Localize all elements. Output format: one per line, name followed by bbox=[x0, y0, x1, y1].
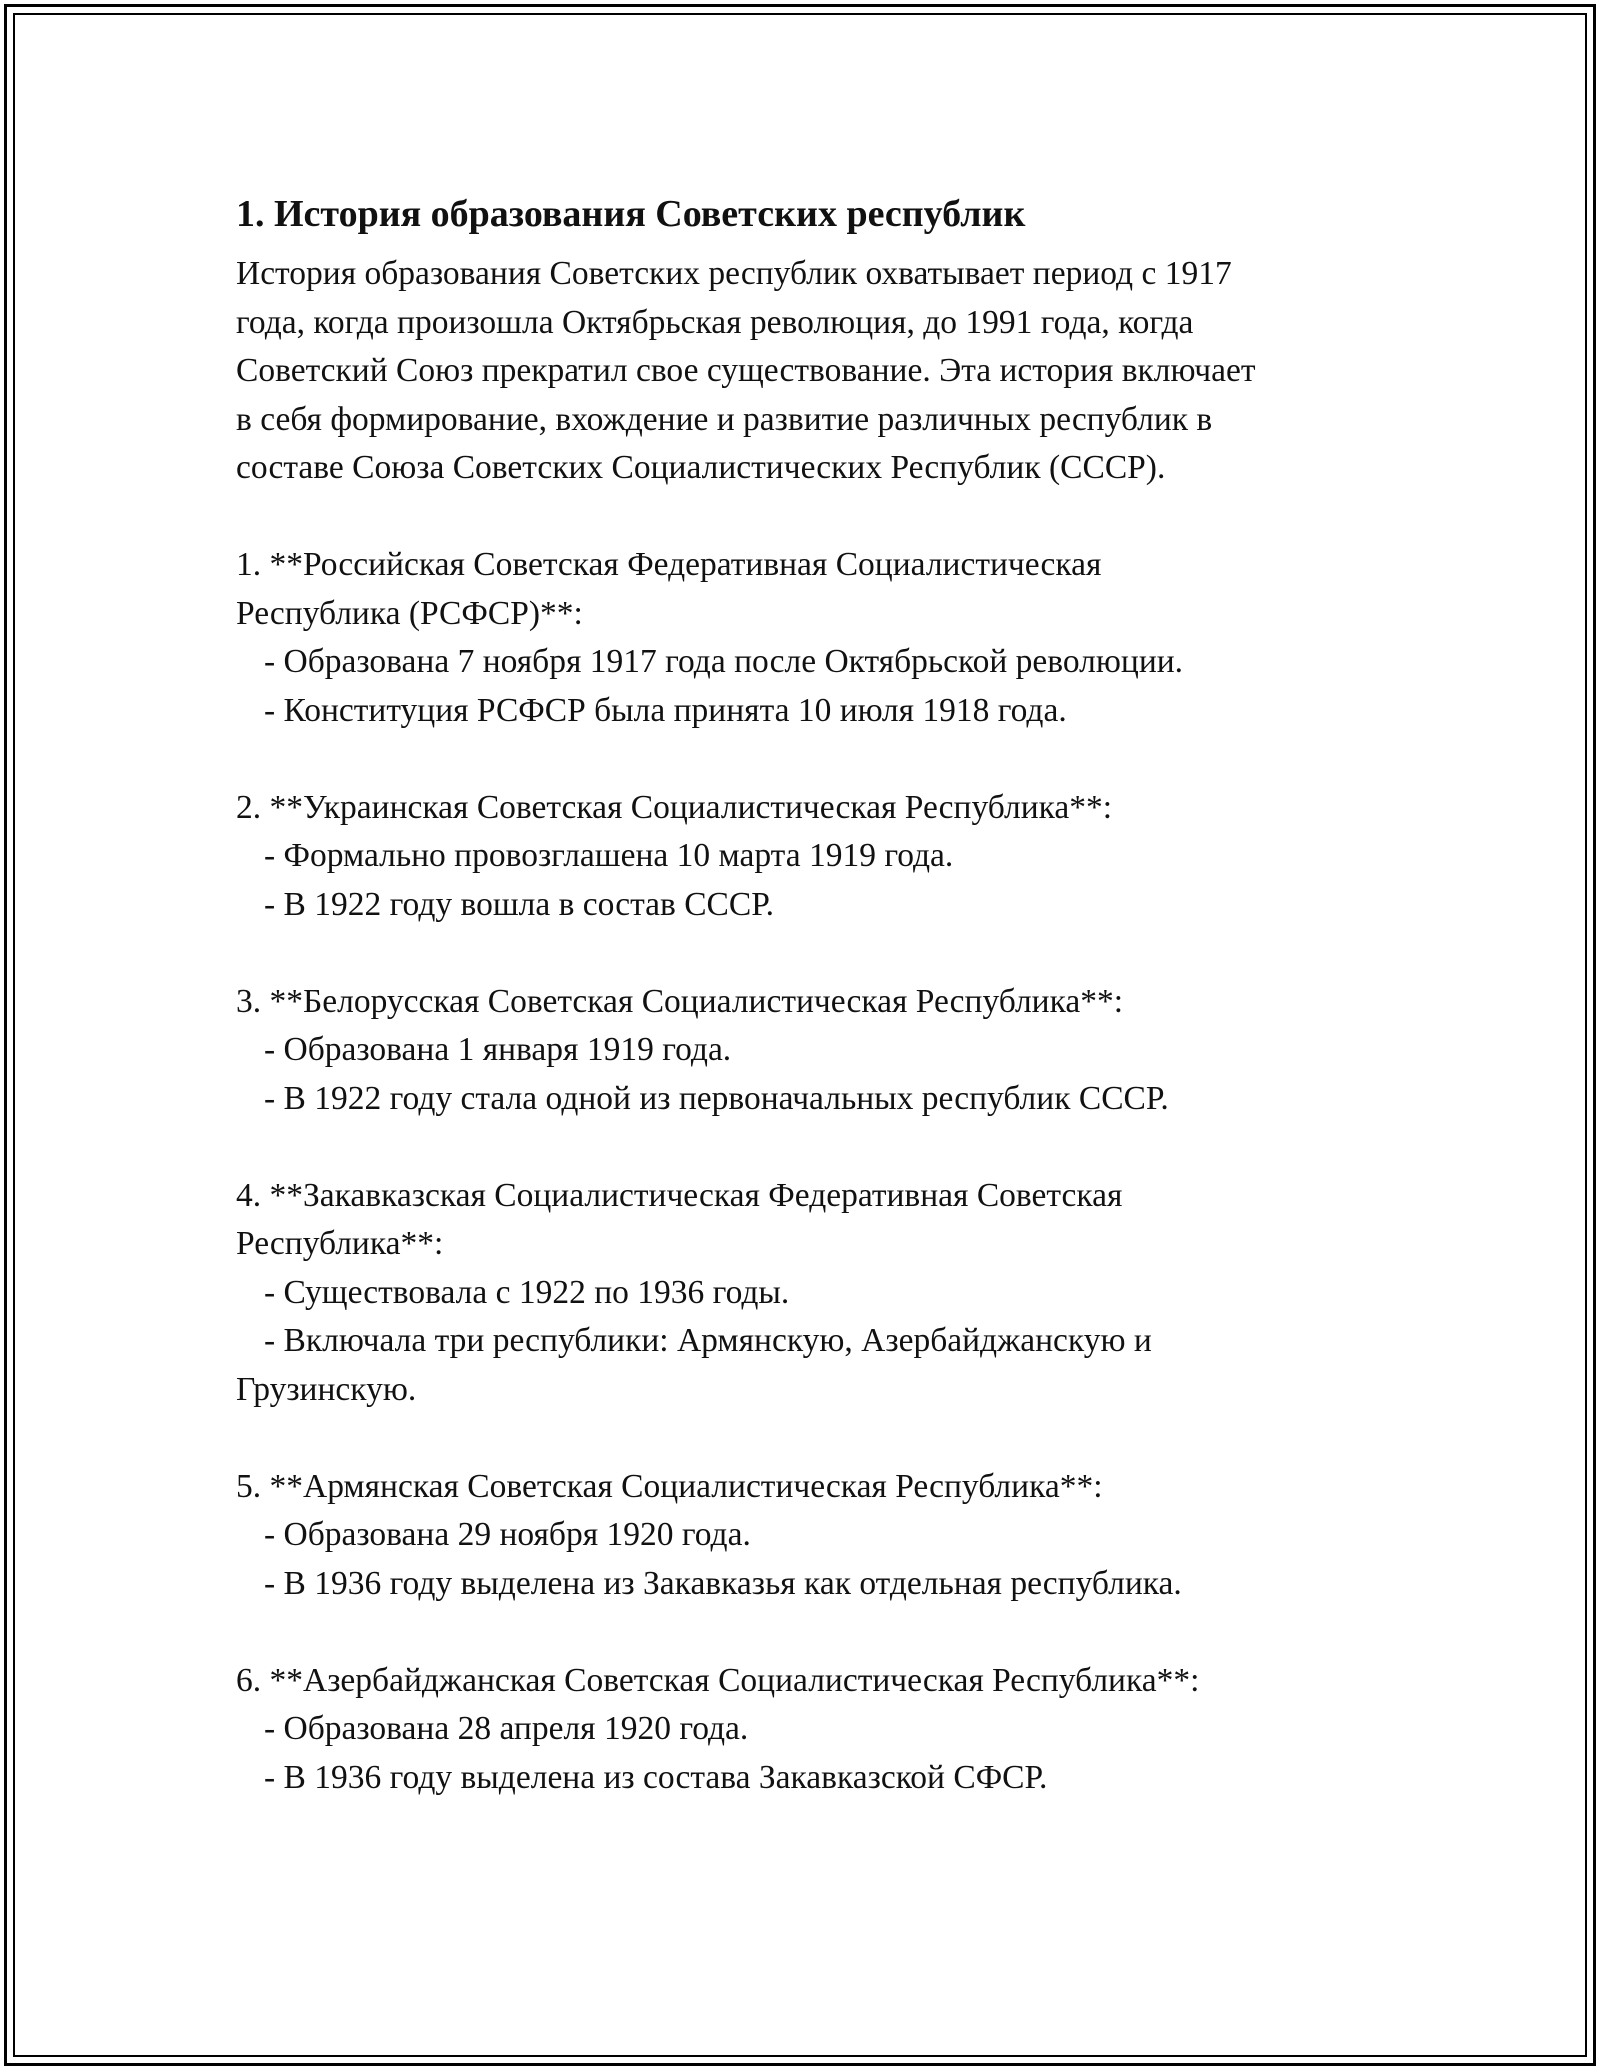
list-item-point: - Образована 1 января 1919 года. bbox=[264, 1031, 732, 1068]
intro-line: года, когда произошла Октябрьская революция, до 1991 года, когда bbox=[236, 303, 1194, 341]
blank-line bbox=[236, 929, 1396, 978]
list-item-point: - Формально провозглашена 10 марта 1919 года. bbox=[264, 837, 954, 874]
list-item-title: 5. **Армянская Советская Социалистическая Республика**: bbox=[236, 1467, 1103, 1505]
list-item-point: - В 1922 году стала одной из первоначальных республик СССР. bbox=[264, 1079, 1169, 1117]
intro-line: в себя формирование, вхождение и развитие различных республик в bbox=[236, 400, 1213, 438]
blank-line bbox=[236, 1414, 1396, 1463]
list-item-title: 1. **Российская Советская Федеративная Социалистическая bbox=[236, 546, 1102, 583]
list-item-point: - Образована 7 ноября 1917 года после Октябрьской революции. bbox=[264, 643, 1184, 680]
list-item-point: - Включала три республики: Армянскую, Азербайджанскую и bbox=[264, 1322, 1152, 1359]
list-item bbox=[236, 978, 1396, 1124]
list-item-point: - В 1936 году выделена из состава Закавказской СФСР. bbox=[264, 1758, 1048, 1796]
list-item-title: 4. **Закавказская Социалистическая Федеративная Советская bbox=[236, 1176, 1123, 1214]
blank-line bbox=[236, 1123, 1396, 1172]
republic-list bbox=[236, 493, 1396, 1803]
list-item bbox=[236, 784, 1396, 930]
blank-line bbox=[236, 1608, 1396, 1657]
intro-line: Советский Союз прекратил свое существование. Эта история включает bbox=[236, 352, 1256, 389]
blank-line bbox=[236, 735, 1396, 784]
intro-paragraph bbox=[236, 250, 1396, 493]
list-item-title: Республика**: bbox=[236, 1225, 444, 1262]
list-item-point: - Конституция РСФСР была принята 10 июля 1918 года. bbox=[264, 691, 1067, 729]
list-item-point: - Образована 28 апреля 1920 года. bbox=[264, 1710, 749, 1747]
list-item bbox=[236, 1657, 1396, 1803]
list-item-title: 2. **Украинская Советская Социалистическая Республика**: bbox=[236, 788, 1113, 826]
list-item bbox=[236, 1463, 1396, 1609]
list-item-point: - Образована 29 ноября 1920 года. bbox=[264, 1516, 751, 1553]
document-page bbox=[236, 186, 1396, 1802]
list-item bbox=[236, 1172, 1396, 1415]
intro-line: составе Союза Советских Социалистических Республик (СССР). bbox=[236, 449, 1166, 486]
list-item-title: Республика (РСФСР)**: bbox=[236, 594, 583, 632]
section-heading: 1. История образования Советских республик bbox=[236, 193, 1026, 235]
list-item-title: 3. **Белорусская Советская Социалистическая Республика**: bbox=[236, 982, 1124, 1020]
list-item-point: - В 1936 году выделена из Закавказья как отдельная республика. bbox=[264, 1564, 1182, 1602]
list-item bbox=[236, 541, 1396, 735]
blank-line bbox=[236, 493, 1396, 542]
list-item-point-continuation: Грузинскую. bbox=[236, 1370, 417, 1408]
list-item-point: - Существовала с 1922 по 1936 годы. bbox=[264, 1273, 790, 1311]
list-item-point: - В 1922 году вошла в состав СССР. bbox=[264, 885, 775, 923]
list-item-title: 6. **Азербайджанская Советская Социалистическая Республика**: bbox=[236, 1661, 1200, 1699]
intro-line: История образования Советских республик охватывает период с 1917 bbox=[236, 255, 1232, 292]
